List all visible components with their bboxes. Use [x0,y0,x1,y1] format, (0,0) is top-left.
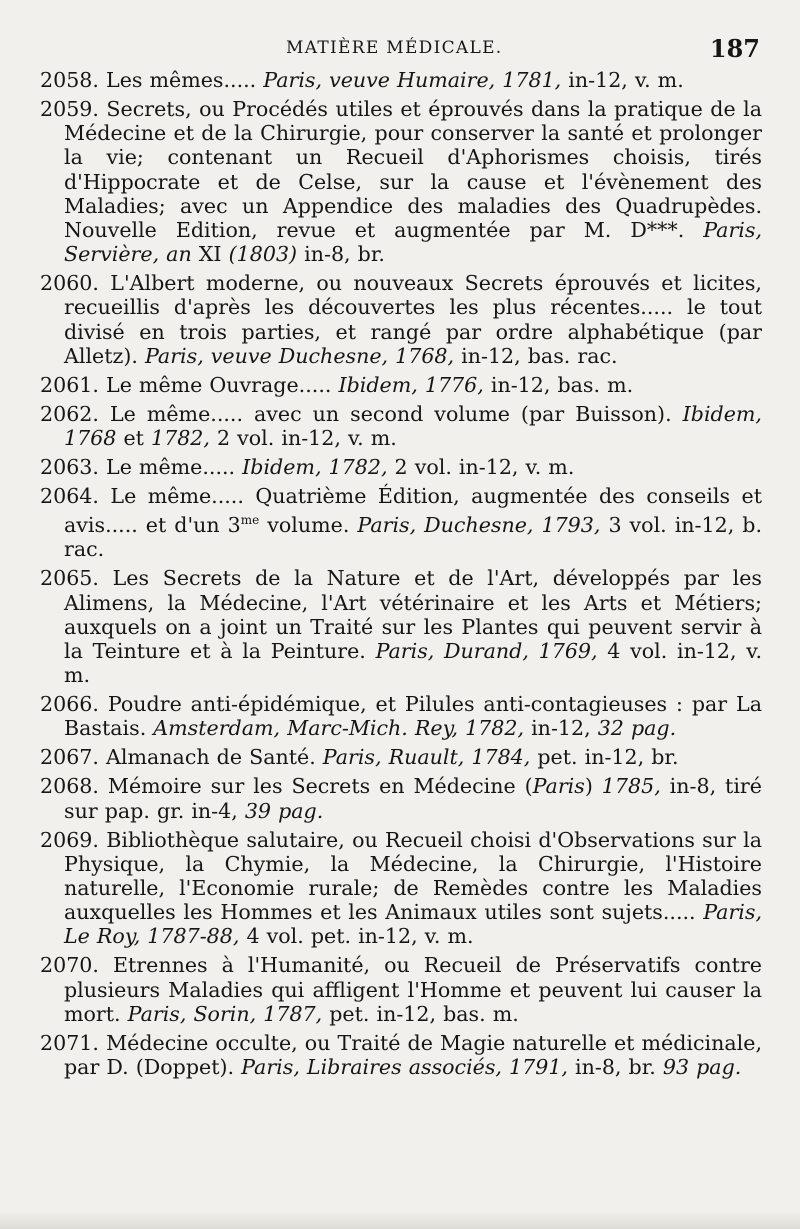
entry-imprint: 1785, [601,774,661,799]
catalogue-entry [40,373,762,397]
entry-text: in-8, br. [567,1054,663,1079]
catalogue-entry [40,566,762,687]
entry-number: 2067. [40,745,107,770]
entry-text: Almanach de Santé. [106,745,323,770]
entry-text: Bibliothèque salutaire, ou Recueil choisi d'Observations sur la Physique, la Chymie, la Médecine, la Chirurgie, l'Histoire naturelle, l'Economie rurale; de Remèdes contre les Maladies auxquelles les Hommes et les Animaux utiles sont sujets..... [64,827,762,925]
page-number: 187 [709,34,760,63]
entry-text: 3 vol. in-12, b. rac. [64,513,762,562]
entry-imprint: 39 pag. [244,798,324,823]
entry-imprint: Paris, Libraires associés, 1791, [241,1054,568,1079]
catalogue-entry [40,953,762,1026]
entry-text: 2 vol. in-12, v. m. [387,455,575,480]
entry-imprint: Paris, veuve Duchesne, 1768, [145,343,455,368]
catalogue-entry [40,828,762,949]
entry-text: L'Albert moderne, ou nouveaux Secrets éprouvés et licites, recueillis d'après les découvertes les plus récentes..... le tout divisé en trois parties, et rangé par ordre alphabétique (par Alletz). [64,271,762,368]
entry-text: in-8, br. [297,242,385,267]
catalogue-entry [40,745,762,769]
entry-imprint: Paris [532,774,585,799]
entry-text: Le même..... Quatrième Édition, augmentée des conseils et avis..... et d'un 3 [64,484,762,538]
entry-number: 2063. [40,455,107,480]
entry-imprint: Amsterdam, Marc-Mich. Rey, 1782, [153,716,525,741]
entry-number: 2062. [40,401,110,426]
entry-number: 2058. [40,68,107,92]
entry-imprint: Paris, Le Roy, 1787-88, [64,900,762,949]
entry-imprint: 93 pag. [662,1054,742,1079]
entry-imprint: Ibidem, 1776, [338,372,484,397]
entry-imprint: Paris, Servière, an [64,218,762,267]
entry-text: Le même Ouvrage..... [106,372,339,397]
catalogue-entry [40,484,762,561]
catalogue-entry [40,774,762,822]
entry-text: Médecine occulte, ou Traité de Magie naturelle et médicinale, par D. (Doppet). [64,1030,762,1079]
entry-text: Etrennes à l'Humanité, ou Recueil de Préservatifs contre plusieurs Maladies qui affligent l'Homme et peuvent lui causer la mort. [64,953,762,1026]
entry-text: ) [584,774,602,799]
entry-imprint: Paris, Sorin, 1787, [127,1001,323,1026]
entry-text: Mémoire sur les Secrets en Médecine ( [107,774,533,799]
entry-number: 2069. [40,827,107,852]
entry-imprint: 1782, [150,426,210,451]
entry-text: 4 vol. pet. in-12, v. m. [239,924,474,949]
entry-text: Le même..... [106,455,243,480]
entry-text: et [116,426,151,451]
catalogue-entry [40,97,762,266]
entry-number: 2071. [40,1030,107,1055]
catalogue-entry [40,68,762,92]
catalogue-entry [40,692,762,740]
entry-imprint: Paris, Durand, 1769, [375,638,598,663]
catalogue-entries [40,68,762,1084]
entry-number: 2060. [40,271,111,296]
entry-imprint: Ibidem, 1782, [242,455,388,480]
entry-imprint: 32 pag. [597,716,677,741]
entry-imprint: Paris, Duchesne, 1793, [357,513,601,538]
entry-imprint: Ibidem, 1768 [64,401,762,451]
catalogue-entry [40,455,762,479]
running-head [64,34,760,64]
entry-text: 2 vol. in-12, v. m. [209,426,397,451]
entry-text: 4 vol. in-12, v. m. [64,638,762,688]
entry-text: in-12, bas. m. [483,372,634,397]
entry-text: Les mêmes..... [106,68,264,92]
entry-number: 2059. [40,97,107,121]
entry-text: in-12, bas. rac. [454,343,618,368]
entry-imprint: Paris, Ruault, 1784, [322,745,531,770]
entry-text: Les Secrets de la Nature et de l'Art, développés par les Alimens, la Médecine, l'Art vétérinaire et les Arts et Métiers; auxquels on a joint un Traité sur les Plantes qui peuvent servir à la Teinture et à la Peinture. [64,566,762,663]
entry-number: 2066. [40,692,108,717]
entry-number: 2070. [40,953,113,978]
entry-number: 2068. [40,774,108,799]
entry-text: Poudre anti-épidémique, et Pilules anti-contagieuses : par La Bastais. [64,692,762,741]
entry-imprint: Paris, veuve Humaire, 1781, [263,68,562,92]
entry-text: Secrets, ou Procédés utiles et éprouvés dans la pratique de la Médecine et de la Chirurgie, pour conserver la santé et prolonger la vie; contenant un Recueil d'Aphorismes choisis, tirés d'Hippocrate et de Celse, sur la cause et l'évènement des Maladies; avec un Appendice des maladies des Quadrupèdes. Nouvelle Edition, revue et augmentée par M. D***. [64,97,762,243]
entry-text: XI [191,242,229,267]
entry-number: 2064. [40,484,111,509]
entry-text: volume. [259,513,358,538]
entry-superscript: me [240,513,260,528]
page-bottom-edge [0,1211,800,1229]
entry-text: pet. in-12, bas. m. [322,1001,519,1026]
catalogue-entry [40,402,762,450]
entry-text: Le même..... avec un second volume (par Buisson). [109,401,683,426]
catalogue-entry [40,1031,762,1079]
running-title: MATIÈRE MÉDICALE. [286,38,503,58]
entry-text: in-12, [524,716,598,741]
entry-text: in-12, v. m. [561,68,684,92]
entry-number: 2061. [40,372,107,397]
entry-number: 2065. [40,566,113,591]
entry-text: in-8, tiré sur pap. gr. in-4, [64,774,762,823]
catalogue-entry [40,271,762,368]
entry-imprint: (1803) [228,242,298,267]
entry-text: pet. in-12, br. [530,745,679,770]
